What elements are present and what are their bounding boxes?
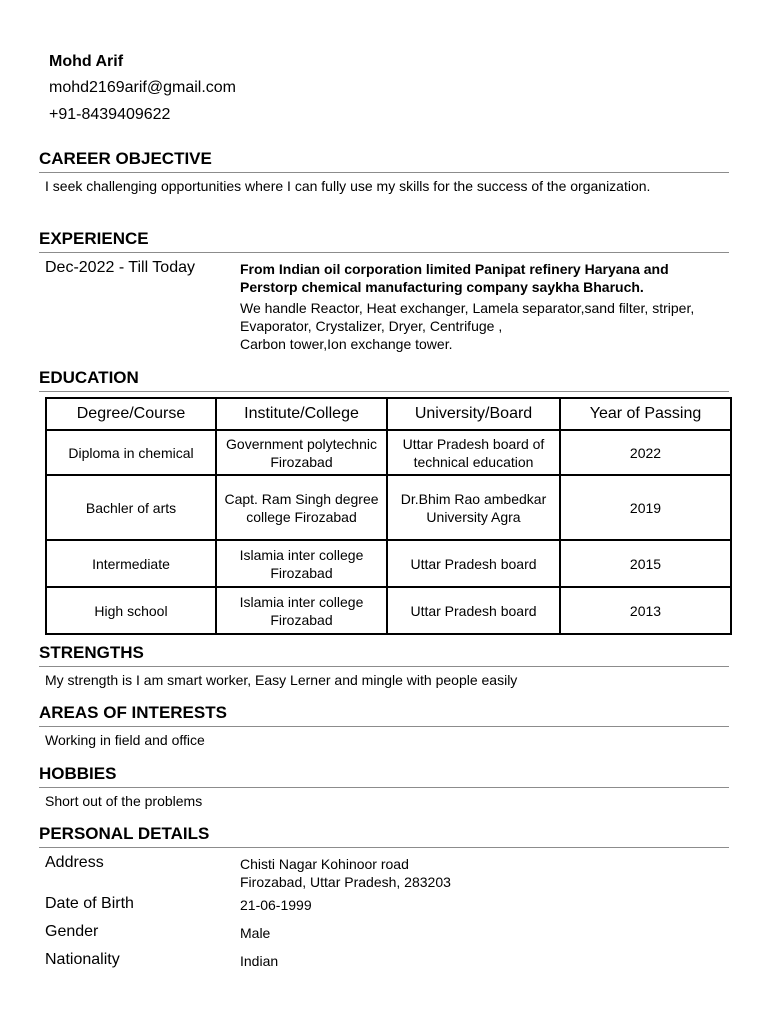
email-address: mohd2169arif@gmail.com [49, 79, 236, 96]
table-row [46, 475, 731, 540]
experience-description [240, 299, 729, 353]
table-row [46, 540, 731, 587]
nationality-label: Nationality [45, 951, 120, 968]
interests-section [39, 702, 729, 750]
resume-header [49, 50, 236, 128]
section-title: AREAS OF INTERESTS [39, 702, 729, 727]
experience-entry [39, 253, 729, 353]
personal-details-section [39, 823, 729, 971]
table-cell: Government polytechnic Firozabad [216, 430, 387, 475]
address-line: Firozabad, Uttar Pradesh, 283203 [240, 874, 451, 890]
table-cell: High school [46, 587, 216, 634]
address-value [240, 852, 729, 891]
table-cell: Bachler of arts [46, 475, 216, 540]
experience-description-line: We handle Reactor, Heat exchanger, Lamela separator,sand filter, striper, Evaporator, Crystalizer, Dryer, Centrifuge , [240, 300, 695, 334]
personal-detail-row [39, 893, 729, 915]
personal-detail-row [39, 949, 729, 971]
column-header: Institute/College [216, 398, 387, 430]
address-line: Chisti Nagar Kohinoor road [240, 856, 409, 872]
dob-value: 21-06-1999 [240, 897, 312, 913]
nationality-value: Indian [240, 953, 279, 969]
experience-detail [240, 257, 729, 353]
experience-section [39, 228, 729, 353]
personal-detail-row [39, 852, 729, 891]
section-title: HOBBIES [39, 763, 729, 788]
career-objective-text: I seek challenging opportunities where I can fully use my skills for the success of the organization. [45, 178, 651, 194]
section-title: PERSONAL DETAILS [39, 823, 729, 848]
table-cell: Uttar Pradesh board of technical education [387, 430, 560, 475]
experience-date: Dec-2022 - Till Today [45, 259, 195, 276]
experience-description-line: Carbon tower,Ion exchange tower. [240, 336, 453, 352]
section-title: CAREER OBJECTIVE [39, 148, 729, 173]
table-cell: Intermediate [46, 540, 216, 587]
address-label: Address [45, 854, 104, 871]
table-cell: 2015 [560, 540, 731, 587]
table-cell: 2019 [560, 475, 731, 540]
hobbies-section [39, 763, 729, 811]
gender-value: Male [240, 925, 271, 941]
section-title: EDUCATION [39, 367, 729, 392]
career-objective-section [39, 148, 729, 196]
experience-organization: From Indian oil corporation limited Panipat refinery Haryana and Perstorp chemical manufacturing company saykha Bharuch. [240, 261, 669, 295]
candidate-name: Mohd Arif [49, 53, 124, 70]
table-cell: Capt. Ram Singh degree college Firozabad [216, 475, 387, 540]
hobbies-text: Short out of the problems [45, 793, 203, 809]
section-title: EXPERIENCE [39, 228, 729, 253]
table-cell: Islamia inter college Firozabad [216, 540, 387, 587]
strengths-text: My strength is I am smart worker, Easy Lerner and mingle with people easily [45, 672, 518, 688]
column-header: Degree/Course [46, 398, 216, 430]
table-cell: Islamia inter college Firozabad [216, 587, 387, 634]
table-header-row [46, 398, 731, 430]
phone-number: +91-8439409622 [49, 106, 171, 123]
table-cell: 2013 [560, 587, 731, 634]
education-section [39, 367, 729, 392]
column-header: University/Board [387, 398, 560, 430]
personal-detail-row [39, 921, 729, 943]
table-row [46, 587, 731, 634]
column-header: Year of Passing [560, 398, 731, 430]
table-row [46, 430, 731, 475]
table-cell: Diploma in chemical [46, 430, 216, 475]
section-title: STRENGTHS [39, 642, 729, 667]
table-cell: Dr.Bhim Rao ambedkar University Agra [387, 475, 560, 540]
gender-label: Gender [45, 923, 99, 940]
interests-text: Working in field and office [45, 732, 205, 748]
education-table [45, 397, 732, 635]
table-cell: Uttar Pradesh board [387, 540, 560, 587]
strengths-section [39, 642, 729, 690]
table-cell: Uttar Pradesh board [387, 587, 560, 634]
table-cell: 2022 [560, 430, 731, 475]
dob-label: Date of Birth [45, 895, 134, 912]
